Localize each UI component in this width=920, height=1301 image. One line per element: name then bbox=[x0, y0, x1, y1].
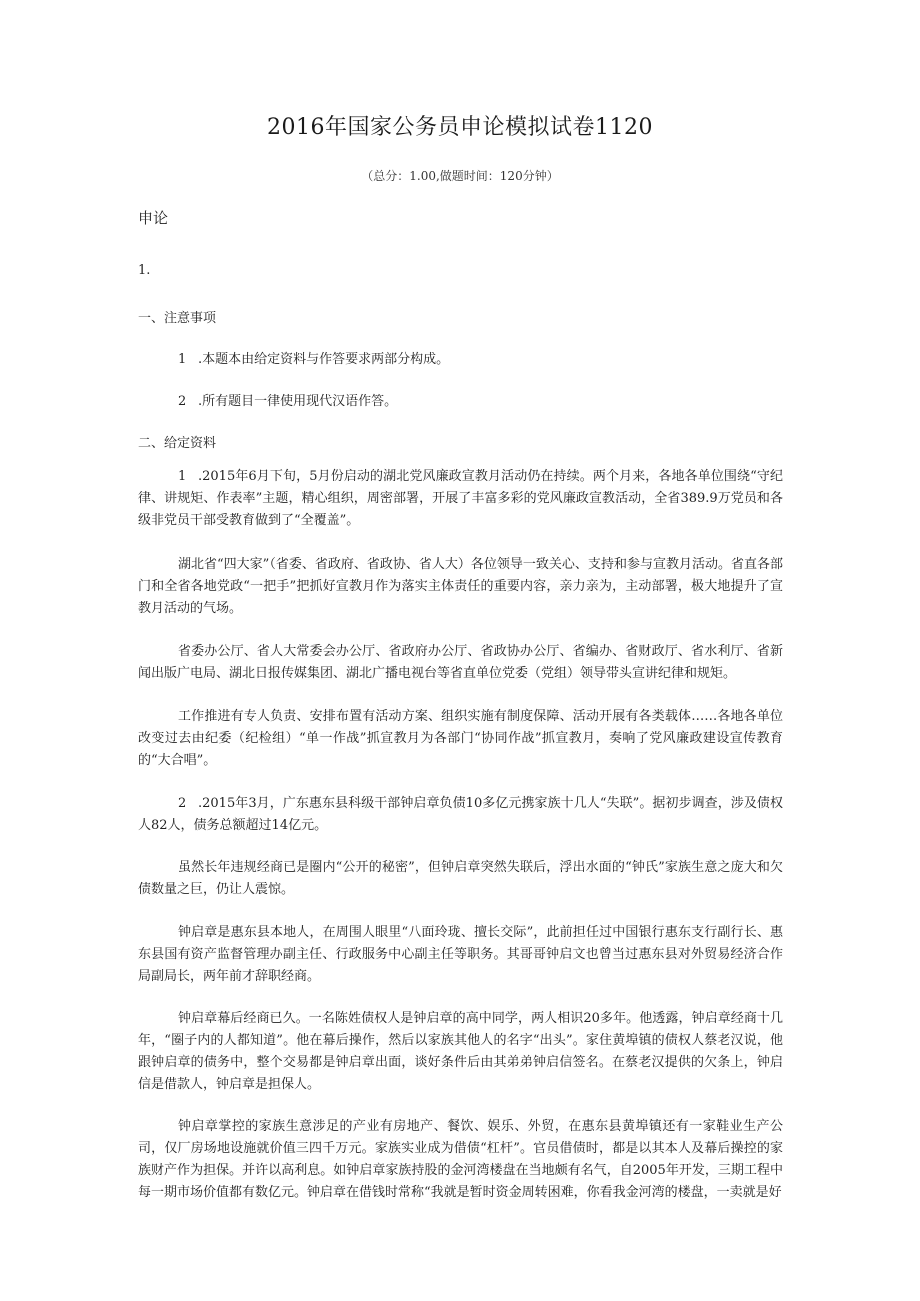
material-paragraph bbox=[138, 706, 783, 772]
notes-heading: 一、注意事项 bbox=[138, 311, 217, 326]
document-title: 2016年国家公务员申论模拟试卷1120 bbox=[267, 115, 653, 140]
note-item-text: .所有题目一律使用现代汉语作答。 bbox=[198, 394, 398, 409]
material-text: 钟启章幕后经商已久。一名陈姓债权人是钟启章的高中同学，两人相识20多年。他透露，钟启章经商十几年，“圈子内的人都知道”。他在幕后操作，然后以家族其他人的名字“出头”。家住黄埠镇的债权人蔡老汉说，他跟钟启章的债务中，整个交易都是钟启章出面，谈好条件后由其弟弟钟启信签名。在蔡老汉提供的欠条上，钟启信是借款人，钟启章是担保人。 bbox=[138, 1011, 783, 1092]
question-number: 1. bbox=[138, 263, 151, 278]
material-text: .2015年3月，广东惠东县科级干部钟启章负债10多亿元携家族十几人“失联”。据初步调查，涉及债权人82人，债务总额超过14亿元。 bbox=[138, 796, 783, 833]
material-number: 2 bbox=[178, 796, 187, 811]
material-paragraph bbox=[138, 922, 783, 988]
material-number: 1 bbox=[178, 469, 187, 484]
material-text: 钟启章是惠东县本地人，在周围人眼里“八面玲珑、擅长交际”，此前担任过中国银行惠东支行副行长、惠东县国有资产监督管理办副主任、行政服务中心副主任等职务。其哥哥钟启文也曾当过惠东县对外贸易经济合作局副局长，两年前才辞职经商。 bbox=[138, 925, 783, 984]
material-paragraph bbox=[138, 857, 783, 901]
section-label: 申论 bbox=[138, 209, 169, 227]
material-paragraph bbox=[138, 1008, 783, 1096]
note-item-number: 1 bbox=[178, 352, 187, 367]
material-paragraph bbox=[138, 554, 783, 620]
note-item bbox=[178, 390, 397, 409]
material-paragraph bbox=[138, 793, 783, 837]
material-paragraph bbox=[138, 641, 783, 685]
material-text: .2015年6月下旬，5月份启动的湖北党风廉政宣教月活动仍在持续。两个月来，各地各单位围绕“守纪律、讲规矩、作表率”主题，精心组织，周密部署，开展了丰富多彩的党风廉政宣教活动，全省389.9万党员和各级非党员干部受教育做到了“全覆盖”。 bbox=[138, 469, 783, 528]
note-item bbox=[178, 348, 449, 367]
note-item-number: 2 bbox=[178, 394, 187, 409]
material-text: 湖北省“四大家”（省委、省政府、省政协、省人大）各位领导一致关心、支持和参与宣教月活动。省直各部门和全省各地党政“一把手”把抓好宣教月作为落实主体责任的重要内容，亲力亲为，主动部署，极大地提升了宣教月活动的气场。 bbox=[138, 557, 783, 616]
material-text: 钟启章掌控的家族生意涉足的产业有房地产、餐饮、娱乐、外贸，在惠东县黄埠镇还有一家鞋业生产公司，仅厂房场地设施就价值三四千万元。家族实业成为借债“杠杆”。官员借债时，都是以其本人及幕后操控的家族财产作为担保。并许以高利息。如钟启章家族持股的金河湾楼盘在当地颇有名气，自2005年开发，三期工程中每一期市场价值都有数亿元。钟启章在借钱时常称“我就是暂时资金周转困难，你看我金河湾的楼盘，一卖就是好 bbox=[138, 1119, 783, 1200]
material-text: 虽然长年违规经商已是圈内“公开的秘密”，但钟启章突然失联后，浮出水面的“钟氏”家族生意之庞大和欠债数量之巨，仍让人震惊。 bbox=[138, 860, 783, 897]
note-item-text: .本题本由给定资料与作答要求两部分构成。 bbox=[198, 352, 450, 367]
material-text: 工作推进有专人负责、安排布置有活动方案、组织实施有制度保障、活动开展有各类载体……各地各单位改变过去由纪委（纪检组）“单一作战”抓宣教月为各部门“协同作战”抓宣教月，奏响了党风廉政建设宣传教育的“大合唱”。 bbox=[138, 709, 783, 768]
material-text: 省委办公厅、省人大常委会办公厅、省政府办公厅、省政协办公厅、省编办、省财政厅、省水利厅、省新闻出版广电局、湖北日报传媒集团、湖北广播电视台等省直单位党委（党组）领导带头宣讲纪律和规矩。 bbox=[138, 644, 783, 681]
material-paragraph bbox=[138, 1116, 783, 1204]
material-paragraph bbox=[138, 466, 783, 532]
materials-heading: 二、给定资料 bbox=[138, 436, 217, 451]
document-subtitle: （总分：1.00,做题时间：120分钟） bbox=[361, 169, 559, 183]
